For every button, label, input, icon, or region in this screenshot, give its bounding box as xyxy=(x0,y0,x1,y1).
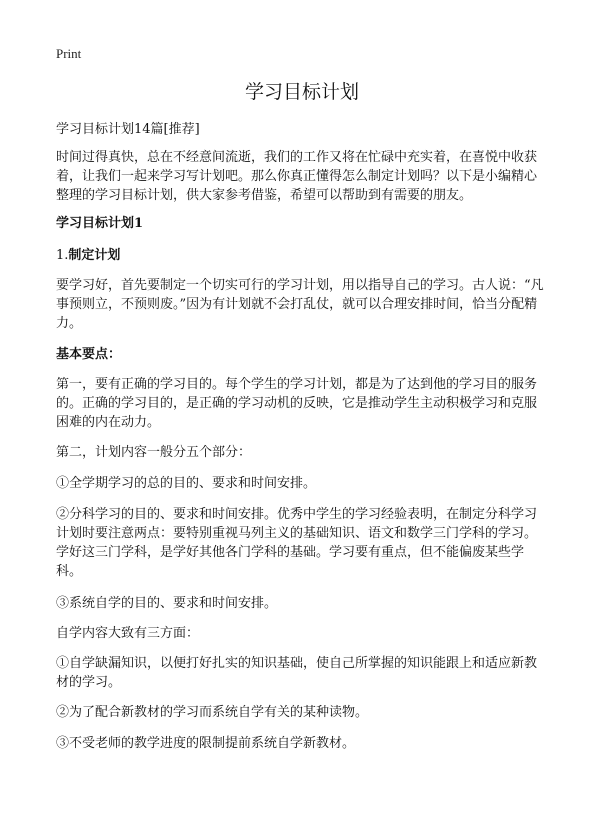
print-label: Print xyxy=(56,46,82,61)
document-subtitle: 学习目标计划14篇[推荐] xyxy=(56,122,200,137)
plan-paragraph: 要学习好，首先要制定一个切实可行的学习计划，用以指导自己的学习。古人说：“凡事预则立，不预则废。”因为有计划就不会打乱仗，就可以合理安排时间，恰当分配精力。 xyxy=(56,278,544,331)
point-second-paragraph: 第二，计划内容一般分五个部分： xyxy=(56,445,252,460)
self-study-item-2: ②为了配合新教材的学习而系统自学有关的某种读物。 xyxy=(56,705,369,720)
subsection-number: 1. xyxy=(56,248,69,263)
subsection-heading xyxy=(56,246,548,265)
self-study-item-3: ③不受老师的教学进度的限制提前系统自学新教材。 xyxy=(56,736,356,751)
document-title: 学习目标计划 xyxy=(244,81,359,103)
intro-paragraph: 时间过得真快，总在不经意间流逝，我们的工作又将在忙碌中充实着，在喜悦中收获着，让我们一起来学习写计划吧。那么你真正懂得怎么制定计划吗？以下是小编精心整理的学习目标计划，供大家参考借鉴，希望可以帮助到有需要的朋友。 xyxy=(56,150,538,203)
self-study-item-1: ①自学缺漏知识，以便打好扎实的知识基础，使自己所掌握的知识能跟上和适应新教材的学习。 xyxy=(56,656,538,690)
point-first-paragraph: 第一，要有正确的学习目的。每个学生的学习计划，都是为了达到他的学习目的服务的。正确的学习目的，是正确的学习动机的反映，它是推动学生主动积极学习和克服困难的内在动力。 xyxy=(56,377,538,430)
self-study-intro: 自学内容大致有三方面： xyxy=(56,626,200,641)
list-item-3: ③系统自学的目的、要求和时间安排。 xyxy=(56,596,278,611)
list-item-1: ①全学期学习的总的目的、要求和时间安排。 xyxy=(56,476,317,491)
subsection-label: 制定计划 xyxy=(68,248,121,263)
key-points-heading: 基本要点： xyxy=(56,347,122,362)
list-item-2: ②分科学习的目的、要求和时间安排。优秀中学生的学习经验表明，在制定分科学习计划时要注意两点：要特别重视马列主义的基础知识、语文和数学三门学科的学习。学好这三门学科，是学好其他各门学科的基础。学习要有重点，但不能偏废某些学科。 xyxy=(56,507,538,579)
section-heading: 学习目标计划1 xyxy=(56,216,144,231)
